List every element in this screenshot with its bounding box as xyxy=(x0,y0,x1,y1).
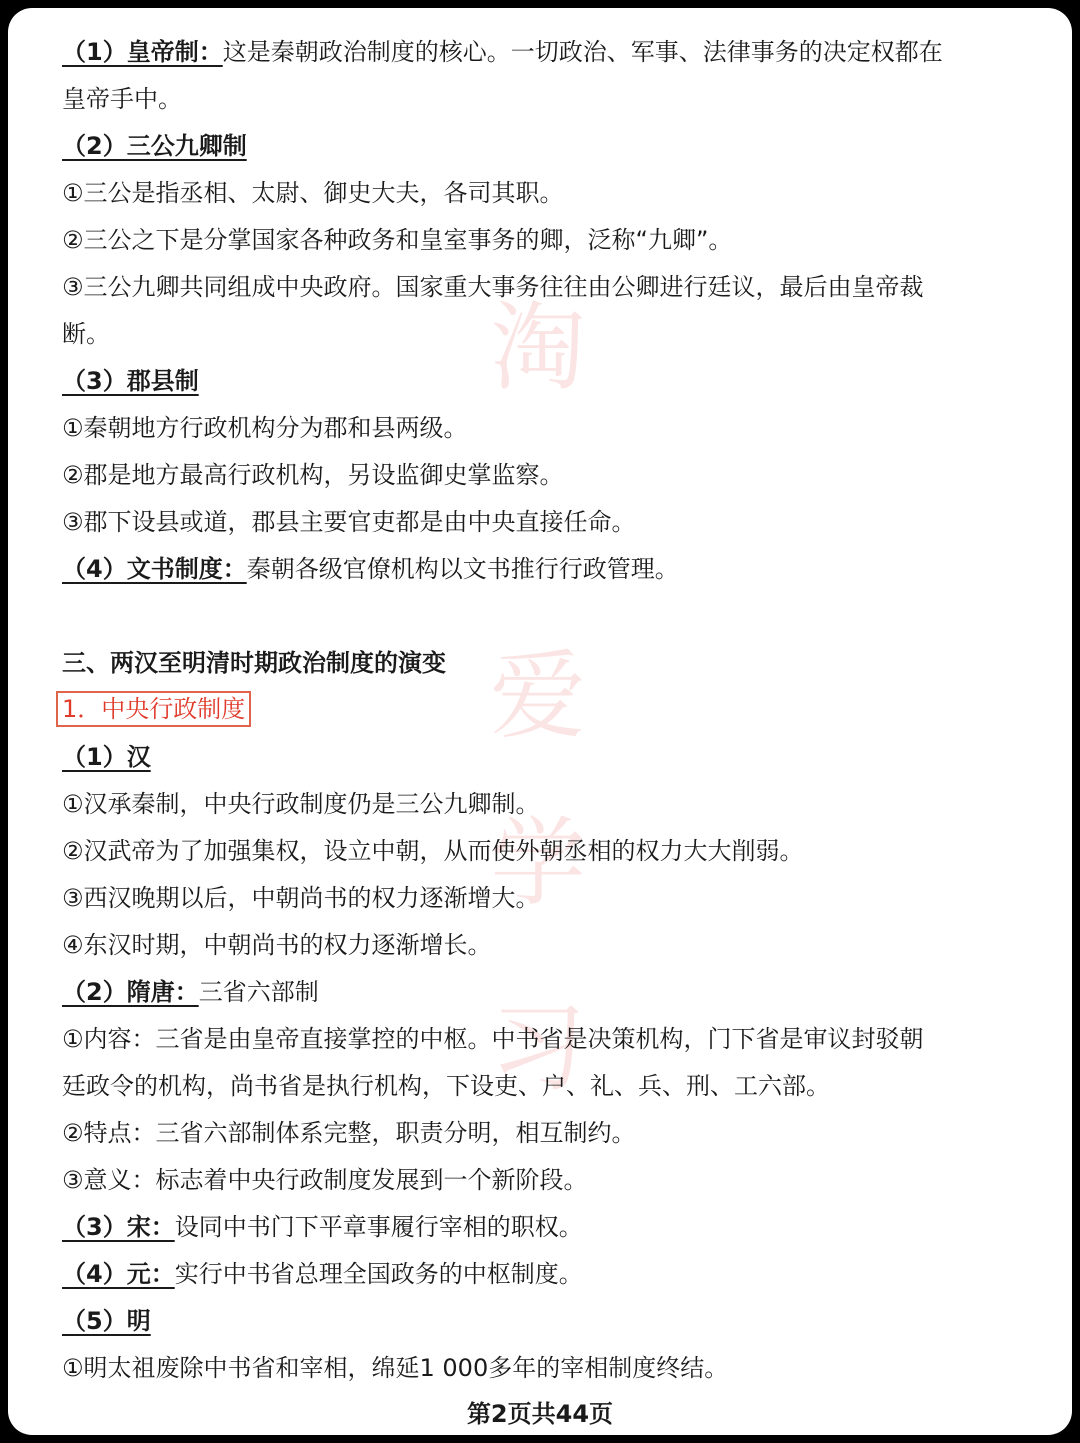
paragraph-line: 皇帝手中。 xyxy=(62,85,182,113)
item-text: 秦朝各级官僚机构以文书推行行政管理。 xyxy=(246,555,679,583)
paragraph-line xyxy=(62,554,679,584)
paragraph-line: ②三公之下是分掌国家各种政务和皇室事务的卿，泛称“九卿”。 xyxy=(62,226,733,254)
item-text: 这是秦朝政治制度的核心。一切政治、军事、法律事务的决定权都在 xyxy=(222,38,943,66)
item-text: 三省六部制 xyxy=(198,978,319,1006)
paragraph-line xyxy=(62,1212,583,1242)
item-heading: （3）宋： xyxy=(62,1213,175,1241)
paragraph-line xyxy=(62,977,319,1007)
item-text: 设同中书门下平章事履行宰相的职权。 xyxy=(174,1213,583,1241)
paragraph-line: ①三公是指丞相、太尉、御史大夫，各司其职。 xyxy=(62,179,564,207)
section-title: 三、两汉至明清时期政治制度的演变 xyxy=(62,649,446,677)
item-heading: （1）汉 xyxy=(62,743,151,771)
paragraph-line: ②郡是地方最高行政机构，另设监御史掌监察。 xyxy=(62,461,564,489)
paragraph-line: ③郡下设县或道，郡县主要官吏都是由中央直接任命。 xyxy=(62,508,636,536)
paragraph-line: ②特点：三省六部制体系完整，职责分明，相互制约。 xyxy=(62,1119,636,1147)
paragraph-line: ③西汉晚期以后，中朝尚书的权力逐渐增大。 xyxy=(62,884,540,912)
paragraph-line: 廷政令的机构，尚书省是执行机构，下设吏、户、礼、兵、刑、工六部。 xyxy=(62,1072,830,1100)
item-heading: （3）郡县制 xyxy=(62,367,199,395)
item-heading: （4）元： xyxy=(62,1260,175,1288)
paragraph-line xyxy=(62,37,943,67)
watermark-char: 习 xyxy=(490,992,586,1104)
paragraph-line: ③意义：标志着中央行政制度发展到一个新阶段。 xyxy=(62,1166,588,1194)
paragraph-line: ①汉承秦制，中央行政制度仍是三公九卿制。 xyxy=(62,790,540,818)
paragraph-line xyxy=(62,1259,583,1289)
paragraph-line: ③三公九卿共同组成中央政府。国家重大事务往往由公卿进行廷议，最后由皇帝裁 xyxy=(62,273,924,301)
item-heading: （1）皇帝制： xyxy=(62,38,223,66)
subsection-box: 1．中央行政制度 xyxy=(56,691,251,727)
watermark-char: 淘 xyxy=(490,292,586,404)
paragraph-line: 断。 xyxy=(62,320,110,348)
document-page xyxy=(8,8,1072,1435)
paragraph-line: ①明太祖废除中书省和宰相，绵延1 000多年的宰相制度终结。 xyxy=(62,1354,729,1382)
item-heading: （4）文书制度： xyxy=(62,555,247,583)
paragraph-line: ④东汉时期，中朝尚书的权力逐渐增长。 xyxy=(62,931,492,959)
paragraph-line: ②汉武帝为了加强集权，设立中朝，从而使外朝丞相的权力大大削弱。 xyxy=(62,837,804,865)
watermark-char: 学 xyxy=(490,807,586,919)
item-text: 实行中书省总理全国政务的中枢制度。 xyxy=(174,1260,583,1288)
paragraph-line: ①内容：三省是由皇帝直接掌控的中枢。中书省是决策机构，门下省是审议封驳朝 xyxy=(62,1025,924,1053)
item-heading: （2）隋唐： xyxy=(62,978,199,1006)
page-number: 第2页共44页 xyxy=(466,1400,614,1428)
watermark-char: 爱 xyxy=(490,640,586,752)
item-heading: （2）三公九卿制 xyxy=(62,132,247,160)
item-heading: （5）明 xyxy=(62,1307,151,1335)
subsection-title xyxy=(62,694,251,724)
paragraph-line: ①秦朝地方行政机构分为郡和县两级。 xyxy=(62,414,468,442)
